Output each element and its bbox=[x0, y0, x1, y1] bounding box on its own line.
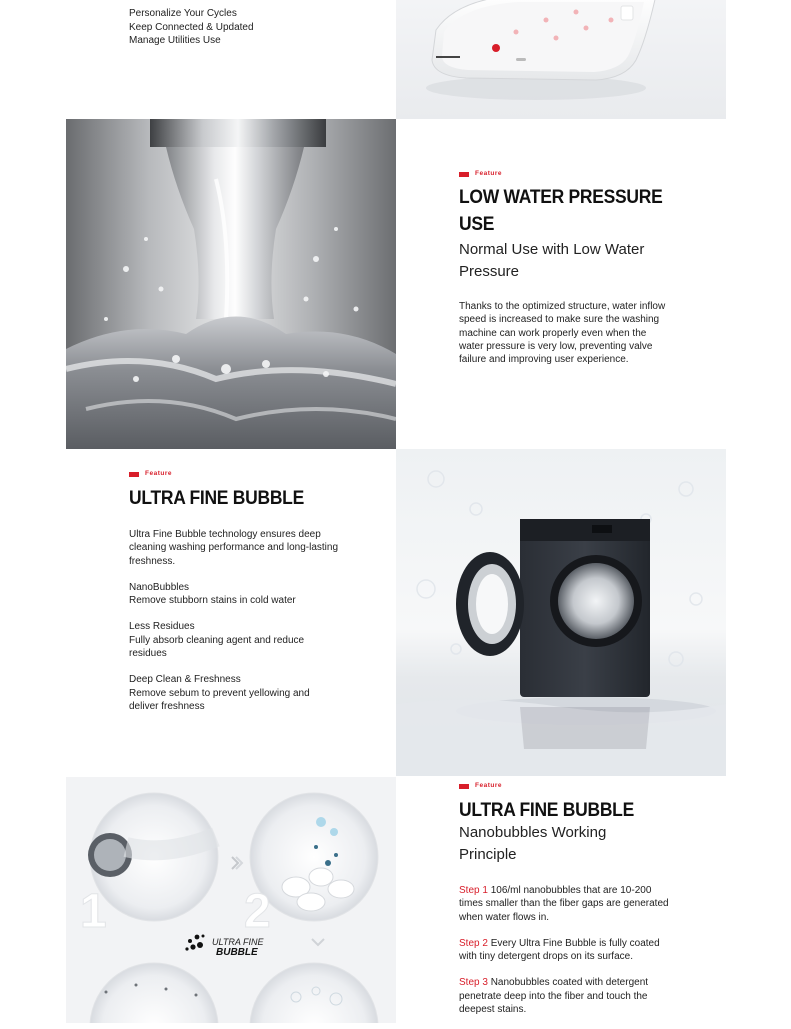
step-label: Step 3 bbox=[459, 977, 488, 989]
section-body: Thanks to the optimized structure, water inflow speed is increased to make sure the washing machine can work properly even when the water pressure is very low, preventing valve failure and improving user experience. bbox=[459, 301, 666, 366]
tag-label: Feature bbox=[145, 470, 172, 477]
ufb-logo-line2: BUBBLE bbox=[216, 947, 258, 958]
paragraph: Ultra Fine Bubble technology ensures deep cleaning washing performance and long-lasting freshness. bbox=[129, 529, 339, 567]
top-feature-list bbox=[129, 7, 254, 48]
step-number-1: 1 bbox=[80, 885, 107, 938]
feature-line: Personalize Your Cycles bbox=[129, 8, 237, 19]
tag-bar bbox=[459, 172, 469, 177]
faucet-image bbox=[66, 119, 396, 449]
section-title: ULTRA FINE BUBBLE bbox=[129, 488, 304, 509]
step-text: Nanobubbles coated with detergent penetrate deep into the fiber and touch the deepest stains. bbox=[459, 977, 649, 1016]
title-line: USE bbox=[459, 214, 495, 235]
section-body bbox=[129, 528, 339, 726]
section-subtitle bbox=[459, 822, 606, 866]
section-title bbox=[459, 184, 663, 238]
tag-label: Feature bbox=[475, 170, 502, 177]
step-number-2: 2 bbox=[244, 885, 271, 938]
subtitle-line: Principle bbox=[459, 846, 517, 863]
subtitle-line: Normal Use with Low Water bbox=[459, 241, 645, 258]
tag-bar bbox=[129, 472, 139, 477]
paragraph: Less Residues Fully absorb cleaning agent and reduce residues bbox=[129, 621, 305, 660]
section-subtitle bbox=[459, 239, 644, 283]
feature-line: Manage Utilities Use bbox=[129, 35, 221, 46]
subtitle-line: Pressure bbox=[459, 263, 520, 280]
phone-app-image bbox=[396, 0, 726, 119]
tag-label: Feature bbox=[475, 782, 502, 789]
paragraph: Deep Clean & Freshness Remove sebum to prevent yellowing and deliver freshness bbox=[129, 674, 310, 712]
steps-list bbox=[459, 884, 669, 1029]
step-item bbox=[459, 937, 669, 964]
title-line: LOW WATER PRESSURE bbox=[459, 187, 663, 208]
step-text: 106/ml nanobubbles that are 10-200 times smaller than the fiber gaps are generated when water flows in. bbox=[459, 885, 669, 923]
ufb-logo-line1: ULTRA FINE bbox=[212, 937, 264, 947]
step-label: Step 1 bbox=[459, 885, 488, 896]
subtitle-line: Nanobubbles Working bbox=[459, 824, 607, 841]
section-title: ULTRA FINE BUBBLE bbox=[459, 800, 634, 821]
paragraph: NanoBubbles Remove stubborn stains in cold water bbox=[129, 581, 296, 607]
nanobubbles-diagram bbox=[66, 777, 396, 1023]
tag-bar bbox=[459, 784, 469, 789]
washing-machine-image bbox=[396, 449, 726, 776]
step-item bbox=[459, 884, 669, 924]
feature-line: Keep Connected & Updated bbox=[129, 21, 254, 33]
step-label: Step 2 bbox=[459, 937, 488, 949]
step-item bbox=[459, 976, 669, 1016]
step-text: Every Ultra Fine Bubble is fully coated with tiny detergent drops on its surface. bbox=[459, 937, 660, 963]
